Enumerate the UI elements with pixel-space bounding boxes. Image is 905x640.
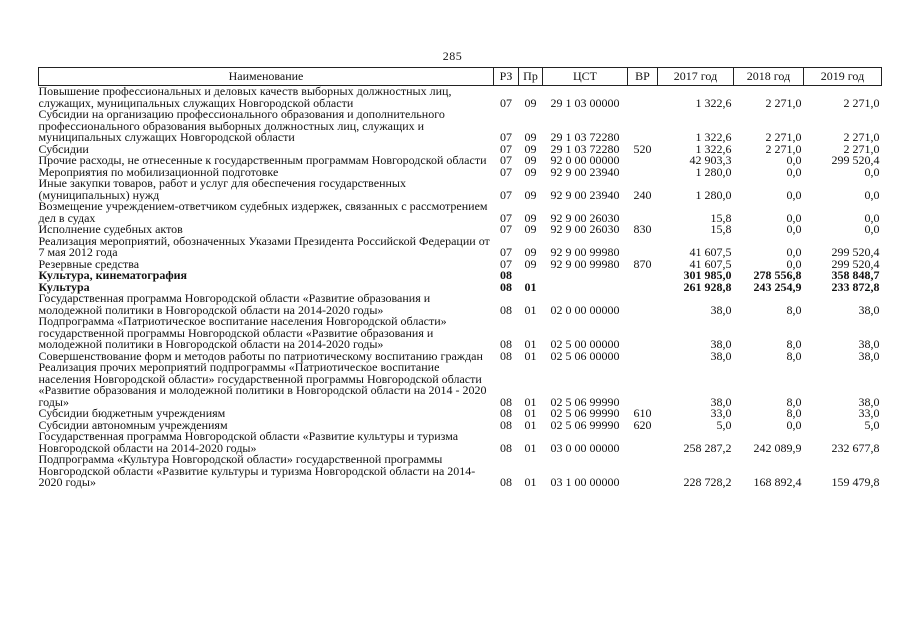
row-2018: 2 271,0 <box>765 95 802 110</box>
row-2018: 168 892,4 <box>753 475 802 489</box>
row-rz: 07 <box>500 187 512 202</box>
row-cst: 02 0 00 00000 <box>550 302 620 317</box>
row-cst: 29 1 03 00000 <box>550 95 620 110</box>
header-rz: РЗ <box>494 68 519 86</box>
row-2018: 0,0 <box>786 210 802 225</box>
row-2017: 38,0 <box>710 337 732 351</box>
row-vr: 520 <box>633 141 652 156</box>
row-vr <box>628 293 658 316</box>
row-2017: 42 903,3 <box>689 153 732 167</box>
row-vr <box>628 86 658 110</box>
row-2019: 358 848,7 <box>831 268 880 282</box>
row-vr <box>628 167 658 179</box>
row-rz: 07 <box>500 153 512 167</box>
row-2019: 33,0 <box>858 406 880 420</box>
row-2019: 0,0 <box>864 210 880 225</box>
page-number: 285 <box>442 49 463 63</box>
row-cst: 92 0 00 00000 <box>550 153 620 167</box>
row-vr <box>628 282 658 294</box>
row-cst: 02 5 06 99990 <box>550 417 620 432</box>
row-2019: 38,0 <box>858 302 880 317</box>
table-row <box>39 293 882 316</box>
scan-artifact <box>440 632 550 636</box>
row-cst: 29 1 03 72280 <box>550 130 620 144</box>
row-2019: 232 677,8 <box>831 440 880 455</box>
row-rz: 08 <box>500 279 512 294</box>
row-pr: 09 <box>524 222 537 236</box>
row-rz: 08 <box>500 268 512 282</box>
row-vr: 830 <box>633 222 652 236</box>
row-cst: 92 9 00 26030 <box>550 222 620 236</box>
row-pr: 01 <box>524 302 537 317</box>
table-header <box>39 68 882 86</box>
row-2017: 38,0 <box>710 302 732 317</box>
row-2019: 299 520,4 <box>831 153 880 167</box>
row-vr <box>628 270 658 282</box>
row-rz: 08 <box>500 348 512 363</box>
row-cst: 29 1 03 72280 <box>550 141 620 156</box>
row-cst: 92 9 00 23940 <box>550 187 620 202</box>
row-cst: 03 0 00 00000 <box>550 440 620 455</box>
row-rz: 08 <box>500 302 512 317</box>
row-2019: 233 872,8 <box>831 279 880 294</box>
row-2019: 0,0 <box>864 222 880 236</box>
row-2019: 159 479,8 <box>831 475 880 489</box>
row-vr: 240 <box>633 187 652 202</box>
row-2017: 1 322,6 <box>695 141 732 156</box>
row-vr: 870 <box>633 256 652 271</box>
header-name: Наименование <box>39 68 494 86</box>
row-cst: 92 9 00 99980 <box>550 245 620 259</box>
row-name: Субсидии автономным учреждениям <box>38 417 228 432</box>
row-2017: 41 607,5 <box>689 245 732 259</box>
row-2017: 33,0 <box>710 406 732 420</box>
row-rz: 07 <box>500 141 512 156</box>
row-2019: 38,0 <box>858 348 880 363</box>
header-cst: ЦСТ <box>543 68 628 86</box>
row-cst: 02 5 06 00000 <box>550 348 620 363</box>
row-2017: 15,8 <box>710 222 732 236</box>
row-2018: 8,0 <box>786 302 802 317</box>
row-name: Резервные средства <box>38 256 140 271</box>
row-pr: 01 <box>524 406 537 420</box>
row-cst: 03 1 00 00000 <box>550 475 620 489</box>
table-row <box>39 201 882 224</box>
row-rz: 07 <box>500 256 512 271</box>
row-2018: 242 089,9 <box>753 440 802 455</box>
table-row <box>39 86 882 110</box>
row-2017: 1 280,0 <box>695 164 732 179</box>
row-2019: 38,0 <box>858 394 880 409</box>
header-2017: 2017 год <box>658 68 734 86</box>
header-vr: ВР <box>628 68 658 86</box>
row-2017: 228 728,2 <box>683 475 732 489</box>
table-row <box>39 178 882 201</box>
row-2018: 0,0 <box>786 153 802 167</box>
row-rz: 08 <box>500 337 512 351</box>
row-2017: 38,0 <box>710 348 732 363</box>
row-pr: 01 <box>524 440 537 455</box>
row-vr <box>628 201 658 224</box>
row-rz: 08 <box>500 394 512 409</box>
row-cst: 02 5 06 99990 <box>550 406 620 420</box>
header-row <box>39 68 882 86</box>
row-name: Совершенствование форм и методов работы по патриотическому воспитанию граждан <box>38 348 483 363</box>
row-name: Государственная программа Новгородской области «Развитие образования и молодежной политики в Новгородской области на 2014-2020 годы» <box>38 291 431 317</box>
row-2019: 5,0 <box>864 417 880 432</box>
row-rz: 08 <box>500 417 512 432</box>
row-2018: 8,0 <box>786 394 802 409</box>
row-pr: 09 <box>524 210 537 225</box>
row-vr <box>628 316 658 351</box>
row-pr: 09 <box>524 130 537 144</box>
row-cst: 92 9 00 23940 <box>550 164 620 179</box>
row-2018: 8,0 <box>786 348 802 363</box>
table-body <box>39 86 882 489</box>
row-vr: 620 <box>633 417 652 432</box>
row-name: Возмещение учреждением-ответчиком судебных издержек, связанных с рассмотрением дел в судах <box>38 199 488 225</box>
row-rz: 08 <box>500 406 512 420</box>
row-pr: 01 <box>524 394 537 409</box>
row-2017: 301 985,0 <box>683 268 732 282</box>
row-name: Государственная программа Новгородской области «Развитие культуры и туризма Новгородской области на 2014-2020 годы» <box>38 429 459 455</box>
row-name: Подпрограмма «Патриотическое воспитание населения Новгородской области» государственной программы Новгородской области «Развитие образования и молодежной политики в Новгородской области на 2014-2020 годы» <box>38 314 447 351</box>
row-2017: 41 607,5 <box>689 256 732 271</box>
row-name: Субсидии бюджетным учреждениям <box>38 406 226 420</box>
row-rz: 07 <box>500 130 512 144</box>
row-name: Субсидии <box>38 141 89 156</box>
table-row <box>39 236 882 259</box>
row-2017: 1 280,0 <box>695 187 732 202</box>
table-row <box>39 454 882 489</box>
row-vr <box>628 351 658 363</box>
row-2018: 0,0 <box>786 245 802 259</box>
row-name: Мероприятия по мобилизационной подготовке <box>38 164 279 179</box>
row-name: Субсидии на организацию профессионального образования и дополнительного профессионального образования выборных должностных лиц, служащих и муниципальных служащих Новгородской области <box>38 107 445 144</box>
row-2019: 2 271,0 <box>843 95 880 110</box>
row-2017: 261 928,8 <box>683 279 732 294</box>
row-name: Исполнение судебных актов <box>38 222 183 236</box>
row-vr <box>628 155 658 167</box>
row-rz: 07 <box>500 245 512 259</box>
row-pr: 09 <box>524 164 537 179</box>
header-2019: 2019 год <box>804 68 882 86</box>
row-vr <box>628 109 658 144</box>
table-row <box>39 362 882 408</box>
table-row <box>39 109 882 144</box>
row-pr: 01 <box>524 475 537 489</box>
row-2019: 0,0 <box>864 164 880 179</box>
row-2018: 2 271,0 <box>765 130 802 144</box>
row-vr <box>628 454 658 489</box>
row-pr: 01 <box>524 348 537 363</box>
row-cst: 92 9 00 99980 <box>550 256 620 271</box>
row-2018: 243 254,9 <box>753 279 802 294</box>
row-2018: 0,0 <box>786 187 802 202</box>
row-name: Подпрограмма «Культура Новгородской области» государственной программы Новгородской области «Развитие культуры и туризма Новгородской области на 2014-2020 годы» <box>38 452 476 489</box>
row-2018: 8,0 <box>786 406 802 420</box>
row-2018: 0,0 <box>786 164 802 179</box>
row-name: Культура <box>38 279 90 294</box>
row-2019: 2 271,0 <box>843 130 880 144</box>
row-name: Реализация мероприятий, обозначенных Указами Президента Российской Федерации от 7 мая 2012 года <box>38 233 490 259</box>
row-2017: 38,0 <box>710 394 732 409</box>
row-cst: 02 5 06 99990 <box>550 394 620 409</box>
row-pr: 09 <box>524 141 537 156</box>
row-pr: 09 <box>524 187 537 202</box>
row-2019: 2 271,0 <box>843 141 880 156</box>
row-rz: 07 <box>500 164 512 179</box>
table-row <box>39 431 882 454</box>
row-cst <box>543 270 628 282</box>
row-vr <box>628 431 658 454</box>
row-2017: 1 322,6 <box>695 130 732 144</box>
row-rz: 07 <box>500 95 512 110</box>
row-name: Иные закупки товаров, работ и услуг для обеспечения государственных (муниципальных) нужд <box>38 176 406 202</box>
row-pr: 09 <box>524 153 537 167</box>
row-cst: 02 5 00 00000 <box>550 337 620 351</box>
header-2018: 2018 год <box>734 68 804 86</box>
row-rz: 07 <box>500 210 512 225</box>
row-cst <box>543 282 628 294</box>
row-2019: 299 520,4 <box>831 256 880 271</box>
header-pr: Пр <box>519 68 543 86</box>
row-name: Прочие расходы, не отнесенные к государственным программам Новгородской области <box>38 153 487 167</box>
row-name: Повышение профессиональных и деловых качеств выборных должностных лиц, служащих, муниципальных служащих Новгородской области <box>38 84 452 110</box>
row-2017: 15,8 <box>710 210 732 225</box>
row-pr: 09 <box>524 95 537 110</box>
row-name: Культура, кинематография <box>38 268 188 282</box>
row-2018: 0,0 <box>786 256 802 271</box>
budget-table <box>38 67 882 489</box>
row-rz: 07 <box>500 222 512 236</box>
row-2017: 258 287,2 <box>683 440 732 455</box>
row-rz: 08 <box>500 475 512 489</box>
row-pr: 01 <box>524 279 537 294</box>
row-vr <box>628 236 658 259</box>
row-2018: 2 271,0 <box>765 141 802 156</box>
row-2018: 0,0 <box>786 417 802 432</box>
row-2019: 0,0 <box>864 187 880 202</box>
row-pr: 09 <box>524 245 537 259</box>
table-row <box>39 316 882 351</box>
row-pr: 01 <box>524 337 537 351</box>
row-cst: 92 9 00 26030 <box>550 210 620 225</box>
row-2018: 0,0 <box>786 222 802 236</box>
row-2019: 299 520,4 <box>831 245 880 259</box>
row-2018: 278 556,8 <box>753 268 802 282</box>
row-pr: 01 <box>524 417 537 432</box>
row-2017: 5,0 <box>716 417 732 432</box>
row-pr: 09 <box>524 256 537 271</box>
row-2019: 38,0 <box>858 337 880 351</box>
row-rz: 08 <box>500 440 512 455</box>
row-vr <box>628 362 658 408</box>
row-2017: 1 322,6 <box>695 95 732 110</box>
row-vr: 610 <box>633 406 652 420</box>
row-name: Реализация прочих мероприятий подпрограммы «Патриотическое воспитание населения Новгородской области» государственной программы Новгородской области «Развитие образования и молодежной политики в Новгородской области на 2014 - 2020 годы» <box>38 360 487 409</box>
row-2018: 8,0 <box>786 337 802 351</box>
